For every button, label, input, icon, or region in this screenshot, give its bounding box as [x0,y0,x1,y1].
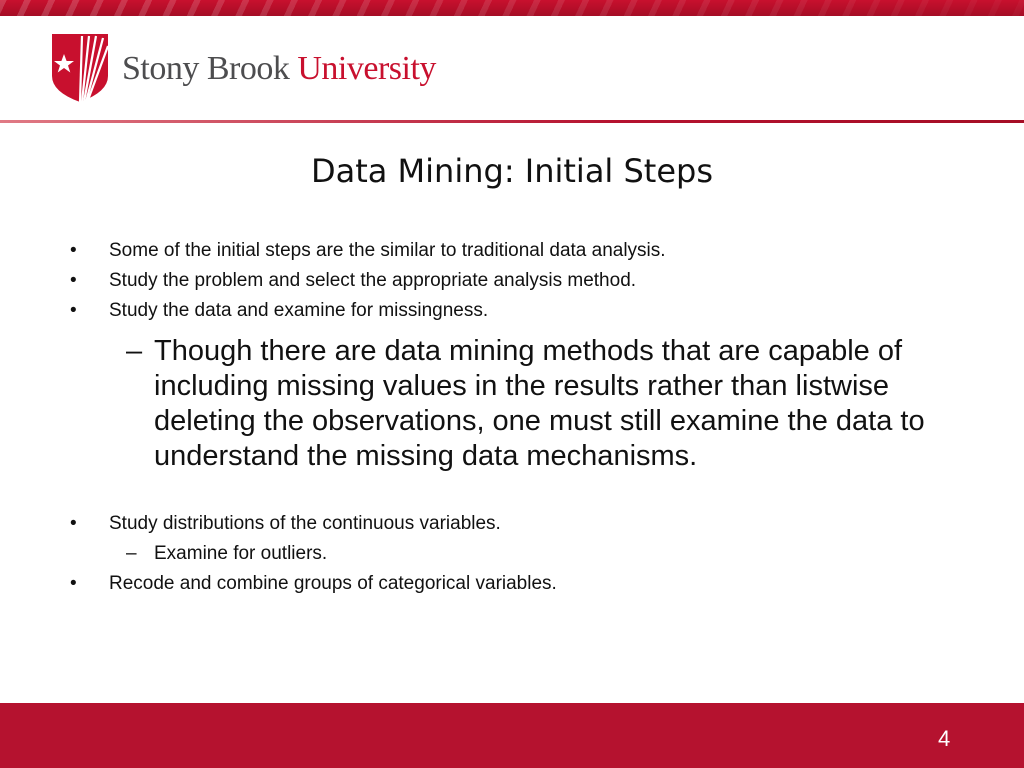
bullet-text: Recode and combine groups of categorical variables. [109,573,557,594]
page-number: 4 [938,726,951,751]
university-logo [50,32,470,104]
bullet-marker: • [70,573,77,594]
logo-word-stony-brook: Stony Brook [122,50,290,87]
bullet-text: Some of the initial steps are the similar to traditional data analysis. [109,240,666,261]
header-divider [0,120,1024,123]
bullet-text: Study the data and examine for missingness. [109,300,489,321]
sub-bullet-text: Though there are data mining methods that are capable of including missing values in the results rather than listwise deleting the observations, one must still examine the data to understand the missing data mechanisms. [154,335,925,472]
bullet-marker: • [70,300,77,321]
slide-title: Data Mining: Initial Steps [310,152,714,190]
bullet-marker: • [70,513,77,534]
logo-word-university: University [297,50,436,87]
bullet-text: Study distributions of the continuous variables. [109,513,501,534]
dash-marker: – [126,335,143,367]
logo-wordmark [122,50,436,88]
top-decorative-stripe [0,0,1024,16]
footer-bar [0,703,1024,768]
dash-marker: – [126,543,137,564]
shield-icon [50,32,110,104]
bullet-text: Study the problem and select the appropriate analysis method. [109,270,637,291]
bullet-marker: • [70,270,77,291]
bullet-marker: • [70,240,77,261]
sub-bullet-text: Examine for outliers. [154,543,328,564]
